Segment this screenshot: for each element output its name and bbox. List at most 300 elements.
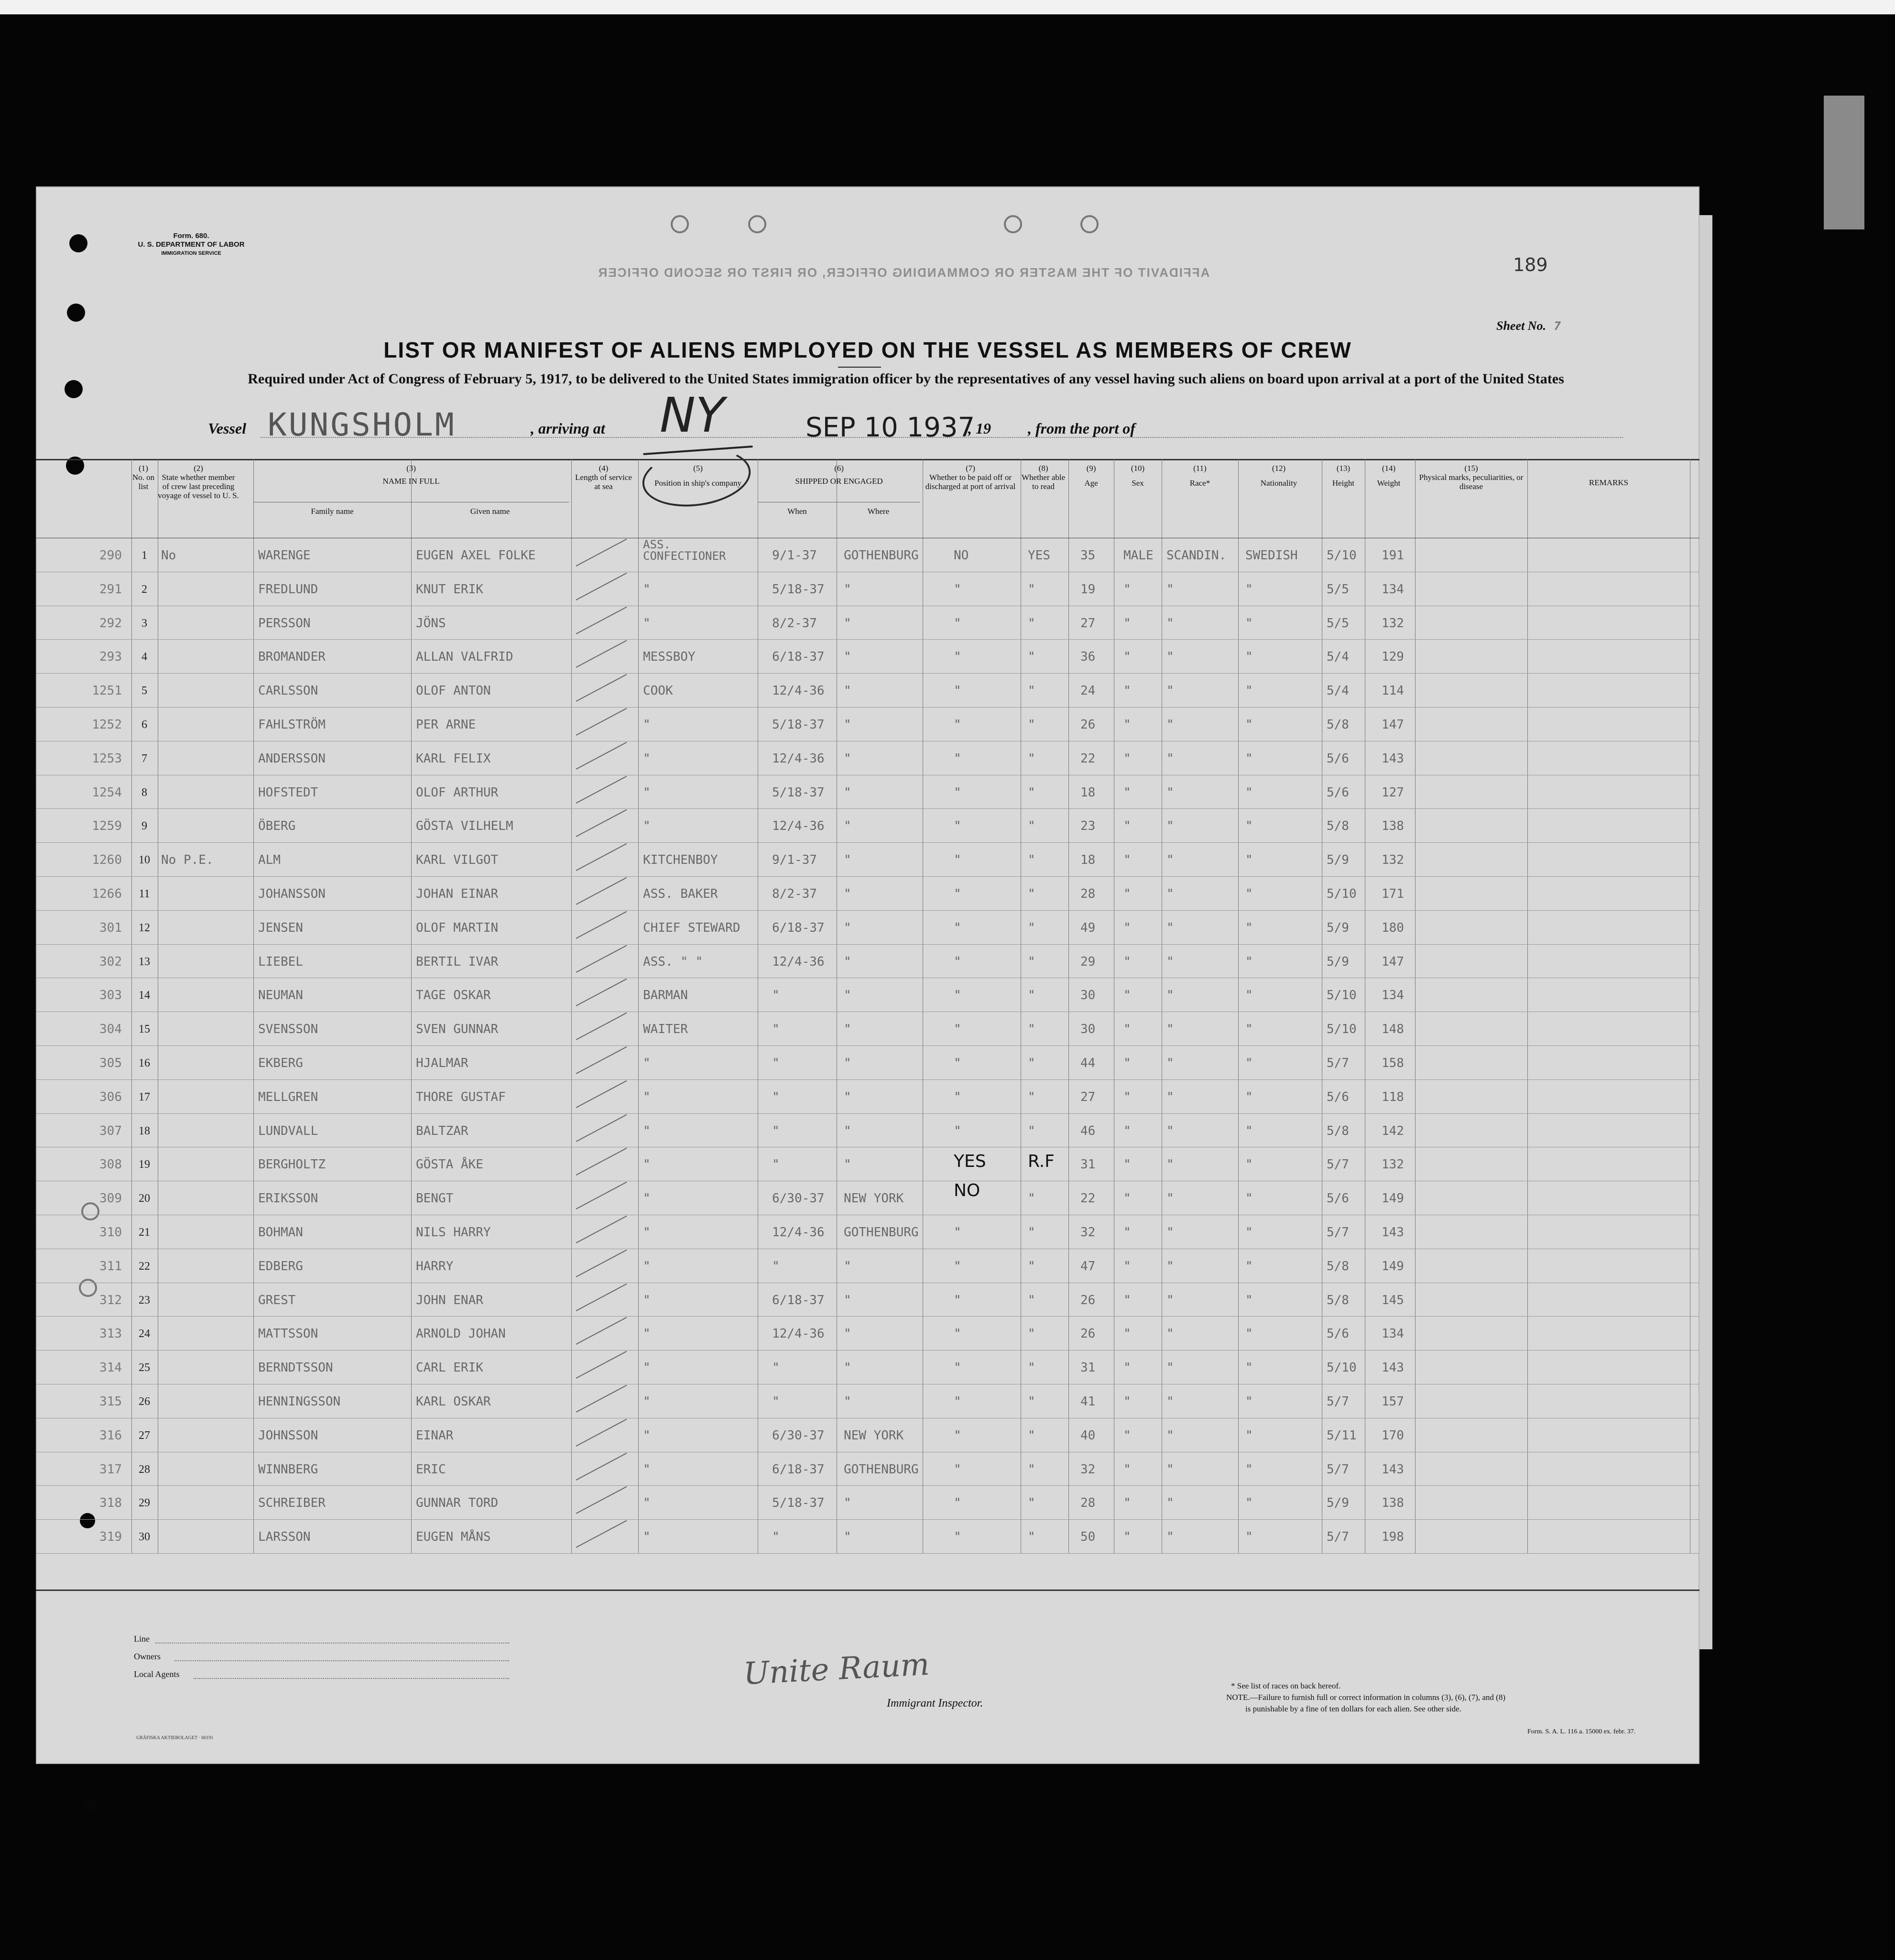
col11-header (1162, 464, 1238, 488)
weight-cell: 149 (1382, 1191, 1404, 1206)
race-cell: " (1166, 1056, 1174, 1070)
shipped-when-cell: 5/18-37 (772, 582, 825, 597)
shipped-where-cell: " (844, 650, 851, 664)
able-to-read-cell: YES (1028, 548, 1050, 563)
sex-cell: " (1123, 785, 1131, 800)
family-name-cell: WARENGE (258, 548, 311, 563)
line-number: 27 (139, 1429, 150, 1442)
nationality-cell: " (1245, 1123, 1253, 1138)
age-cell: 26 (1080, 718, 1096, 732)
table-row (36, 1384, 1699, 1418)
line-number: 21 (139, 1226, 150, 1239)
scan-right-tab (1824, 96, 1864, 229)
inspector-label: Immigrant Inspector. (887, 1697, 983, 1710)
race-cell: " (1166, 887, 1174, 901)
col7-header (923, 464, 1018, 491)
col13-number: (13) (1336, 464, 1350, 473)
form-identifier: Form. S. A. L. 116 a. 15000 ex. febr. 37. (1527, 1728, 1636, 1735)
paid-off-cell: " (954, 582, 961, 597)
nationality-cell: " (1245, 920, 1253, 935)
margin-number: 305 (99, 1056, 122, 1070)
able-to-read-cell: " (1028, 853, 1035, 868)
weight-cell: 147 (1382, 718, 1404, 732)
service-length-slash (576, 1385, 627, 1413)
given-name-cell: JÖNS (416, 616, 446, 631)
given-name-cell: THORE GUSTAF (416, 1089, 506, 1104)
shipped-where-cell: " (844, 582, 851, 597)
position-cell: " (643, 819, 651, 834)
sex-cell: " (1123, 988, 1131, 1003)
table-row (36, 910, 1699, 944)
shipped-where-cell: " (844, 751, 851, 766)
paid-off-cell: " (954, 650, 961, 664)
height-cell: 5/5 (1327, 616, 1349, 631)
owners-label: Owners (134, 1652, 161, 1661)
margin-number: 290 (99, 548, 122, 563)
sex-cell: " (1123, 1530, 1131, 1545)
race-cell: " (1166, 853, 1174, 868)
paid-off-cell: " (954, 1293, 961, 1307)
col8-title: Whether able to read (1021, 473, 1066, 491)
margin-number: 292 (99, 616, 122, 631)
able-to-read-cell: R.F (1028, 1152, 1055, 1172)
col15-number: (15) (1464, 464, 1478, 473)
punch-hole-icon (69, 234, 87, 252)
margin-number: 309 (99, 1191, 122, 1206)
margin-number: 312 (99, 1293, 122, 1307)
sex-cell: " (1123, 650, 1131, 664)
col15-title: Physical marks, peculiarities, or disease (1419, 473, 1524, 491)
height-cell: 5/9 (1327, 1496, 1349, 1511)
footnote-races: * See list of races on back hereof. (1231, 1681, 1341, 1690)
able-to-read-cell: " (1028, 616, 1035, 631)
shipped-when-cell: " (772, 1530, 780, 1545)
nationality-cell: " (1245, 1056, 1253, 1070)
shipped-when-cell: 12/4-36 (772, 1225, 825, 1240)
height-cell: 5/9 (1327, 920, 1349, 935)
race-cell: " (1166, 650, 1174, 664)
paid-off-cell: " (954, 718, 961, 732)
nationality-cell: " (1245, 1462, 1253, 1477)
shipped-where-cell: " (844, 616, 851, 631)
col14-number: (14) (1382, 464, 1396, 473)
nationality-cell: " (1245, 1327, 1253, 1341)
col6-number: (6) (834, 464, 844, 473)
weight-cell: 138 (1382, 1496, 1404, 1511)
paid-off-cell: " (954, 1225, 961, 1240)
table-row (36, 1215, 1699, 1249)
family-name-cell: ÖBERG (258, 819, 296, 834)
paid-off-cell: " (954, 1496, 961, 1511)
given-name-cell: HARRY (416, 1259, 454, 1274)
race-cell: " (1166, 684, 1174, 698)
family-name-cell: LARSSON (258, 1530, 311, 1545)
form-header (120, 232, 263, 258)
position-cell: " (643, 1157, 651, 1172)
weight-cell: 127 (1382, 785, 1404, 800)
table-row (36, 606, 1699, 640)
col10-header (1114, 464, 1162, 488)
given-name-cell: HJALMAR (416, 1056, 468, 1070)
weight-cell: 143 (1382, 751, 1404, 766)
service-length-slash (576, 640, 627, 668)
shipped-where-cell: " (844, 920, 851, 935)
service-length-slash (576, 1250, 627, 1277)
given-name-cell: JOHN ENAR (416, 1293, 483, 1307)
line-number: 17 (139, 1090, 150, 1103)
col5-title: Position in ship's company (654, 479, 742, 488)
shipped-when-cell: " (772, 1394, 780, 1409)
given-name-cell: NILS HARRY (416, 1225, 491, 1240)
given-name-cell: BALTZAR (416, 1123, 468, 1138)
age-cell: 29 (1080, 954, 1096, 969)
col12-title: Nationality (1260, 479, 1297, 488)
shipped-where-cell: " (844, 1530, 851, 1545)
age-cell: 30 (1080, 988, 1096, 1003)
race-cell: " (1166, 1428, 1174, 1443)
family-name-cell: ALM (258, 853, 281, 868)
height-cell: 5/5 (1327, 582, 1349, 597)
paid-off-cell: " (954, 1259, 961, 1274)
service-length-slash (576, 945, 627, 972)
race-cell: " (1166, 1361, 1174, 1375)
service-length-slash (576, 1080, 627, 1108)
paid-off-cell: " (954, 616, 961, 631)
arriving-label: , arriving at (531, 420, 605, 437)
nationality-cell: " (1245, 684, 1253, 698)
sex-cell: " (1123, 718, 1131, 732)
shipped-when-cell: 6/18-37 (772, 920, 825, 935)
family-name-cell: BROMANDER (258, 650, 326, 664)
margin-number: 304 (99, 1022, 122, 1037)
nationality-cell: " (1245, 1022, 1253, 1037)
nationality-cell: " (1245, 1191, 1253, 1206)
nationality-cell: SWEDISH (1245, 548, 1298, 563)
binder-ring-icon (1080, 215, 1099, 233)
position-cell: " (643, 1530, 651, 1545)
col4-title: Length of service at sea (575, 473, 632, 491)
sex-cell: " (1123, 920, 1131, 935)
service-length-slash (576, 877, 627, 905)
crew-manifest-table (36, 459, 1699, 1740)
paid-off-cell: " (954, 1361, 961, 1375)
shipped-where-cell: " (844, 1394, 851, 1409)
given-name-cell: ALLAN VALFRID (416, 650, 513, 664)
line-number: 10 (139, 854, 150, 867)
family-name-cell: FAHLSTRÖM (258, 718, 326, 732)
line-number: 7 (142, 752, 147, 765)
nationality-cell: " (1245, 1089, 1253, 1104)
shipped-when-cell: 5/18-37 (772, 718, 825, 732)
shipped-when-cell: " (772, 1089, 780, 1104)
col7-number: (7) (966, 464, 975, 473)
given-name-cell: PER ARNE (416, 718, 476, 732)
position-cell: CHIEF STEWARD (643, 920, 741, 935)
shipped-where-cell: " (844, 1089, 851, 1104)
shipped-when-cell: 5/18-37 (772, 785, 825, 800)
able-to-read-cell: " (1028, 1327, 1035, 1341)
race-cell: " (1166, 988, 1174, 1003)
service-length-slash (576, 708, 627, 736)
sex-cell: " (1123, 582, 1131, 597)
shipped-when-cell: " (772, 988, 780, 1003)
shipped-when-cell: 8/2-37 (772, 616, 817, 631)
height-cell: 5/7 (1327, 1225, 1349, 1240)
table-row (36, 1012, 1699, 1045)
age-cell: 44 (1080, 1056, 1096, 1070)
given-name-cell: KARL FELIX (416, 751, 491, 766)
shipped-where-cell: " (844, 853, 851, 868)
punch-hole-icon (84, 1797, 98, 1812)
family-name-cell: MATTSSON (258, 1327, 318, 1341)
shipped-when-cell: " (772, 1022, 780, 1037)
sex-cell: MALE (1123, 548, 1154, 563)
age-cell: 22 (1080, 751, 1096, 766)
age-cell: 22 (1080, 1191, 1096, 1206)
sex-cell: " (1123, 1327, 1131, 1341)
paid-off-cell: " (954, 819, 961, 834)
given-name-cell: BENGT (416, 1191, 454, 1206)
col3-header (253, 464, 569, 486)
sex-cell: " (1123, 1259, 1131, 1274)
weight-cell: 134 (1382, 582, 1404, 597)
given-name-cell: BERTIL IVAR (416, 954, 499, 969)
weight-cell: 132 (1382, 616, 1404, 631)
race-cell: " (1166, 1089, 1174, 1104)
shipped-when-cell: 8/2-37 (772, 887, 817, 901)
margin-number: 318 (99, 1496, 122, 1511)
shipped-when-cell: 6/18-37 (772, 650, 825, 664)
col9-header (1068, 464, 1114, 488)
age-cell: 46 (1080, 1123, 1096, 1138)
line-number: 30 (139, 1531, 150, 1544)
given-name-cell: OLOF MARTIN (416, 920, 499, 935)
line-number: 6 (142, 719, 147, 731)
nationality-cell: " (1245, 887, 1253, 901)
line-number: 20 (139, 1192, 150, 1205)
sheet-value: 7 (1554, 319, 1561, 333)
given-name-cell: GÖSTA VILHELM (416, 819, 513, 834)
col6a-header: When (787, 507, 807, 516)
shipped-where-cell: " (844, 1293, 851, 1307)
sex-cell: " (1123, 954, 1131, 969)
position-cell: MESSBOY (643, 650, 696, 664)
position-cell: " (643, 751, 651, 766)
family-name-cell: FREDLUND (258, 582, 318, 597)
line-number: 15 (139, 1023, 150, 1036)
line-number: 28 (139, 1463, 150, 1476)
shipped-where-cell: " (844, 1327, 851, 1341)
col8-header (1021, 464, 1066, 491)
height-cell: 5/9 (1327, 853, 1349, 868)
col8-number: (8) (1038, 464, 1048, 473)
shipped-when-cell: 12/4-36 (772, 1327, 825, 1341)
nationality-cell: " (1245, 1496, 1253, 1511)
age-cell: 41 (1080, 1394, 1096, 1409)
service-length-slash (576, 911, 627, 939)
table-row (36, 1249, 1699, 1283)
service-length-slash (576, 1182, 627, 1209)
title-rule (838, 367, 881, 368)
able-to-read-cell: " (1028, 1022, 1035, 1037)
able-to-read-cell: " (1028, 1089, 1035, 1104)
table-row (36, 808, 1699, 842)
nationality-cell: " (1245, 650, 1253, 664)
race-cell: " (1166, 954, 1174, 969)
weight-cell: 118 (1382, 1089, 1404, 1104)
paid-off-cell: " (954, 1123, 961, 1138)
race-cell: " (1166, 1022, 1174, 1037)
margin-number: 291 (99, 582, 122, 597)
given-name-cell: JOHAN EINAR (416, 887, 499, 901)
height-cell: 5/7 (1327, 1530, 1349, 1545)
shipped-when-cell: " (772, 1361, 780, 1375)
family-name-cell: SCHREIBER (258, 1496, 326, 1511)
sex-cell: " (1123, 684, 1131, 698)
table-row (36, 673, 1699, 707)
height-cell: 5/11 (1327, 1428, 1357, 1443)
shipped-when-cell: 12/4-36 (772, 751, 825, 766)
position-cell: " (643, 1428, 651, 1443)
position-cell: BARMAN (643, 988, 688, 1003)
height-cell: 5/6 (1327, 1089, 1349, 1104)
nationality-cell: " (1245, 853, 1253, 868)
margin-number: 311 (99, 1259, 122, 1274)
shipped-when-cell: " (772, 1056, 780, 1070)
age-cell: 31 (1080, 1157, 1096, 1172)
position-cell: COOK (643, 684, 673, 698)
manifest-sheet (36, 186, 1699, 1764)
weight-cell: 143 (1382, 1462, 1404, 1477)
paid-off-cell: " (954, 1428, 961, 1443)
family-name-cell: MELLGREN (258, 1089, 318, 1104)
position-cell: KITCHENBOY (643, 853, 718, 868)
height-cell: 5/10 (1327, 887, 1357, 901)
margin-number: 1253 (92, 751, 122, 766)
race-cell: " (1166, 718, 1174, 732)
service-length-slash (576, 809, 627, 837)
race-cell: " (1166, 1293, 1174, 1307)
col6-header (758, 464, 920, 486)
shipped-when-cell: 6/18-37 (772, 1293, 825, 1307)
binder-ring-icon (748, 215, 766, 233)
line-number: 26 (139, 1395, 150, 1408)
weight-cell: 157 (1382, 1394, 1404, 1409)
prev-voyage-cell: No (161, 548, 176, 563)
col14-title: Weight (1377, 479, 1401, 488)
shipped-where-cell: " (844, 1022, 851, 1037)
shipped-when-cell: " (772, 1123, 780, 1138)
height-cell: 5/10 (1327, 548, 1357, 563)
given-name-cell: GÖSTA ÅKE (416, 1157, 483, 1172)
height-cell: 5/7 (1327, 1157, 1349, 1172)
height-cell: 5/10 (1327, 988, 1357, 1003)
race-cell: " (1166, 1394, 1174, 1409)
margin-number: 310 (99, 1225, 122, 1240)
family-name-cell: EKBERG (258, 1056, 303, 1070)
height-cell: 5/8 (1327, 1123, 1349, 1138)
paid-off-cell: " (954, 684, 961, 698)
table-row (36, 944, 1699, 978)
shipped-where-cell: GOTHENBURG (844, 1462, 919, 1477)
given-name-cell: OLOF ANTON (416, 684, 491, 698)
height-cell: 5/4 (1327, 684, 1349, 698)
shipped-when-cell: 12/4-36 (772, 954, 825, 969)
family-name-cell: JOHNSSON (258, 1428, 318, 1443)
nationality-cell: " (1245, 954, 1253, 969)
col13-title: Height (1332, 479, 1355, 488)
service-length-slash (576, 1013, 627, 1040)
col6b-header: Where (867, 507, 890, 516)
height-cell: 5/7 (1327, 1462, 1349, 1477)
col11-title: Race* (1189, 479, 1210, 488)
table-row (36, 1181, 1699, 1215)
shipped-when-cell: 9/1-37 (772, 548, 817, 563)
form-number: Form. 680. (173, 232, 209, 240)
family-name-cell: JOHANSSON (258, 887, 326, 901)
able-to-read-cell: " (1028, 819, 1035, 834)
line-number: 29 (139, 1497, 150, 1510)
age-cell: 26 (1080, 1327, 1096, 1341)
age-cell: 18 (1080, 785, 1096, 800)
family-name-cell: ERIKSSON (258, 1191, 318, 1206)
age-cell: 32 (1080, 1462, 1096, 1477)
able-to-read-cell: " (1028, 1259, 1035, 1274)
sex-cell: " (1123, 1361, 1131, 1375)
weight-cell: 132 (1382, 1157, 1404, 1172)
service-length-slash (576, 979, 627, 1006)
race-cell: " (1166, 1259, 1174, 1274)
col3-number: (3) (406, 464, 416, 473)
margin-number: 313 (99, 1327, 122, 1341)
shipped-where-cell: " (844, 1123, 851, 1138)
col3a-header: Family name (311, 507, 354, 516)
weight-cell: 138 (1382, 819, 1404, 834)
col1-number: (1) (139, 464, 148, 473)
paid-off-cell: " (954, 954, 961, 969)
scan-top-edge (0, 0, 1895, 14)
able-to-read-cell: " (1028, 954, 1035, 969)
height-cell: 5/9 (1327, 954, 1349, 969)
given-name-cell: EUGEN AXEL FOLKE (416, 548, 536, 563)
nationality-cell: " (1245, 988, 1253, 1003)
given-name-cell: KNUT ERIK (416, 582, 483, 597)
bleed-through-text: AFFIDAVIT OF THE MASTER OR COMMANDING OFFICER, OR FIRST OR SECOND OFFICER (597, 265, 1210, 280)
owners-dotted (174, 1660, 509, 1661)
shipped-when-cell: 12/4-36 (772, 819, 825, 834)
footnotes (1226, 1680, 1695, 1715)
height-cell: 5/10 (1327, 1361, 1357, 1375)
col10-title: Sex (1132, 479, 1144, 488)
sex-cell: " (1123, 1089, 1131, 1104)
col2-title: State whether member of crew last preceding voyage of vessel to U. S. (158, 473, 239, 500)
paid-off-cell: YES (954, 1152, 986, 1172)
shipped-when-cell: 6/30-37 (772, 1191, 825, 1206)
age-cell: 31 (1080, 1361, 1096, 1375)
nationality-cell: " (1245, 616, 1253, 631)
table-row (36, 1283, 1699, 1317)
paid-off-cell: NO (954, 1181, 980, 1201)
table-row (36, 707, 1699, 741)
shipped-when-cell: " (772, 1259, 780, 1274)
family-name-cell: ANDERSSON (258, 751, 326, 766)
position-cell: ASS. CONFECTIONER (643, 538, 726, 563)
col5-number: (5) (693, 464, 703, 473)
weight-cell: 143 (1382, 1361, 1404, 1375)
col3b-header: Given name (470, 507, 510, 516)
position-cell: " (643, 1361, 651, 1375)
paid-off-cell: " (954, 785, 961, 800)
